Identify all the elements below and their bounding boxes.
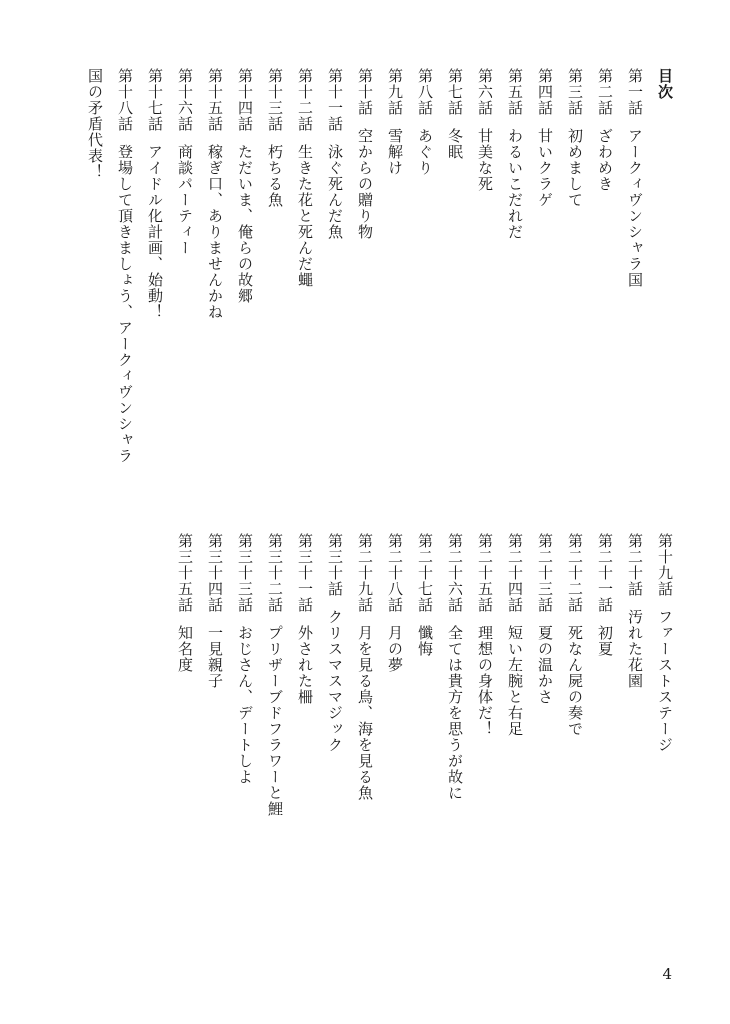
toc-entry: [170, 533, 200, 973]
toc-entry: [170, 68, 200, 488]
toc-entry: [230, 533, 260, 973]
toc-entries-lower: [170, 533, 680, 973]
toc-entry-number: 第十三話: [266, 68, 284, 132]
toc-entry-title: 泳ぐ死んだ魚: [326, 144, 344, 240]
toc-entry-title: わるいこだれだ: [506, 128, 524, 240]
toc-entry: [350, 533, 380, 973]
toc-entry: [140, 68, 170, 488]
toc-entry-number: 第二十九話: [356, 533, 374, 613]
toc-entry: [650, 533, 680, 973]
toc-entry-title: 生きた花と死んだ蠅: [296, 144, 314, 288]
toc-entry-number: 第二十三話: [536, 533, 554, 613]
toc-entry-number: 第七話: [446, 68, 464, 116]
toc-entry-number: 第六話: [476, 68, 494, 116]
toc-entry: [230, 68, 260, 488]
toc-entry-number: 第三十話: [326, 533, 344, 597]
toc-entry: [290, 68, 320, 488]
toc-entry-number: 第二十二話: [566, 533, 584, 613]
toc-entry: [500, 533, 530, 973]
toc-title: 目次: [656, 68, 674, 100]
toc-entry-title: アークィヴンシャラ国: [626, 128, 644, 288]
toc-entry-title: 雪解け: [386, 128, 404, 176]
toc-block-lower: [170, 533, 680, 973]
toc-entry-number: 第三十二話: [266, 533, 284, 613]
toc-entry-number: 第十六話: [176, 68, 194, 132]
toc-entry: [200, 68, 230, 488]
toc-entry-title: あぐり: [416, 128, 434, 176]
toc-entry: [320, 533, 350, 973]
toc-entry-number: 第三十四話: [206, 533, 224, 613]
toc-entry: [590, 68, 620, 488]
toc-entry: [110, 68, 140, 488]
toc-entry-title: 懺悔: [416, 625, 434, 657]
toc-entry-title: 死なん屍の奏で: [566, 625, 584, 737]
toc-entry-number: 第四話: [536, 68, 554, 116]
toc-entry-title: おじさん、デートしよ: [236, 625, 254, 785]
toc-entry: [410, 533, 440, 973]
toc-entry: [290, 533, 320, 973]
toc-entry-number: 第二十四話: [506, 533, 524, 613]
toc-entry-number: 第十話: [356, 68, 374, 116]
toc-entry-title: 月の夢: [386, 625, 404, 673]
toc-entry-title: 汚れた花園: [626, 609, 644, 689]
toc-entry: [410, 68, 440, 488]
page-number: 4: [662, 965, 672, 983]
toc-entry-title: 商談パーティー: [176, 144, 194, 256]
toc-entry-number: 第三十三話: [236, 533, 254, 613]
toc-entry-number: 第十八話: [116, 68, 134, 132]
toc-entry: [500, 68, 530, 488]
toc-entry-number: 第二十話: [626, 533, 644, 597]
toc-entry: [560, 68, 590, 488]
toc-block-upper: [80, 68, 680, 488]
toc-entry-number: 第二話: [596, 68, 614, 116]
toc-entry-title: アイドル化計画、始動！: [146, 144, 164, 320]
toc-entry-number: 第十四話: [236, 68, 254, 132]
toc-entry-number: 第二十六話: [446, 533, 464, 613]
toc-entry: [440, 68, 470, 488]
toc-entry-title: ファーストステージ: [656, 609, 674, 753]
toc-entry-title: 甘美な死: [476, 128, 494, 192]
toc-entry-number: 第三話: [566, 68, 584, 116]
toc-entry-title: 初めまして: [566, 128, 584, 208]
toc-entry-title: 空からの贈り物: [356, 128, 374, 240]
toc-entry: [530, 68, 560, 488]
toc-entry-number: 第五話: [506, 68, 524, 116]
toc-entry-number: 第九話: [386, 68, 404, 116]
toc-entry-title: クリスマスマジック: [326, 609, 344, 753]
toc-entry-title: 登場して頂きましょう、アークィヴンシャラ: [116, 144, 134, 464]
toc-entry: [620, 533, 650, 973]
toc-entry: [530, 533, 560, 973]
toc-entry: [320, 68, 350, 488]
toc-entry: [260, 68, 290, 488]
toc-entry-number: 第二十五話: [476, 533, 494, 613]
toc-entry-title: 知名度: [176, 625, 194, 673]
toc-entry: [470, 68, 500, 488]
toc-entry-title: プリザーブドフラワーと鯉: [266, 625, 284, 817]
toc-entry-title: 夏の温かさ: [536, 625, 554, 705]
toc-entry: [380, 533, 410, 973]
toc-entry: [560, 533, 590, 973]
toc-entry-title: 全ては貴方を思うが故に: [446, 625, 464, 801]
toc-entry: [260, 533, 290, 973]
toc-entry-title: 一見親子: [206, 625, 224, 689]
toc-entry-title: 初夏: [596, 625, 614, 657]
toc-entry: [590, 533, 620, 973]
toc-entry-number: 第十二話: [296, 68, 314, 132]
toc-entry-number: 第十一話: [326, 68, 344, 132]
toc-entry-number: 第二十八話: [386, 533, 404, 613]
toc-entry-title: 外された柵: [296, 625, 314, 705]
toc-entry-title: 短い左腕と右足: [506, 625, 524, 737]
toc-entry-title: ただいま、俺らの故郷: [236, 144, 254, 304]
toc-entry-number: 第十七話: [146, 68, 164, 132]
toc-entry-number: 第十五話: [206, 68, 224, 132]
toc-entry-number: 第三十五話: [176, 533, 194, 613]
toc-entry-title: 理想の身体だ！: [476, 625, 494, 737]
toc-entries-upper: [110, 68, 650, 488]
toc-entry-continuation: 国の矛盾代表！: [86, 68, 104, 180]
toc-entry: [620, 68, 650, 488]
toc-entry-number: 第三十一話: [296, 533, 314, 613]
toc-entry-title: ざわめき: [596, 128, 614, 192]
toc-entry: [470, 533, 500, 973]
toc-entry-number: 第八話: [416, 68, 434, 116]
toc-entry-number: 第二十一話: [596, 533, 614, 613]
toc-entry-title: 月を見る鳥、海を見る魚: [356, 625, 374, 801]
toc-entry-title: 甘いクラゲ: [536, 128, 554, 208]
toc-entry-number: 第十九話: [656, 533, 674, 597]
toc-entry-title: 稼ぎ口、ありませんかね: [206, 144, 224, 320]
toc-entry-number: 第一話: [626, 68, 644, 116]
toc-entry-number: 第二十七話: [416, 533, 434, 613]
toc-entry-title: 冬眠: [446, 128, 464, 160]
toc-entry-title: 朽ちる魚: [266, 144, 284, 208]
toc-entry: [350, 68, 380, 488]
toc-entry: [380, 68, 410, 488]
toc-entry: [440, 533, 470, 973]
toc-entry: [200, 533, 230, 973]
